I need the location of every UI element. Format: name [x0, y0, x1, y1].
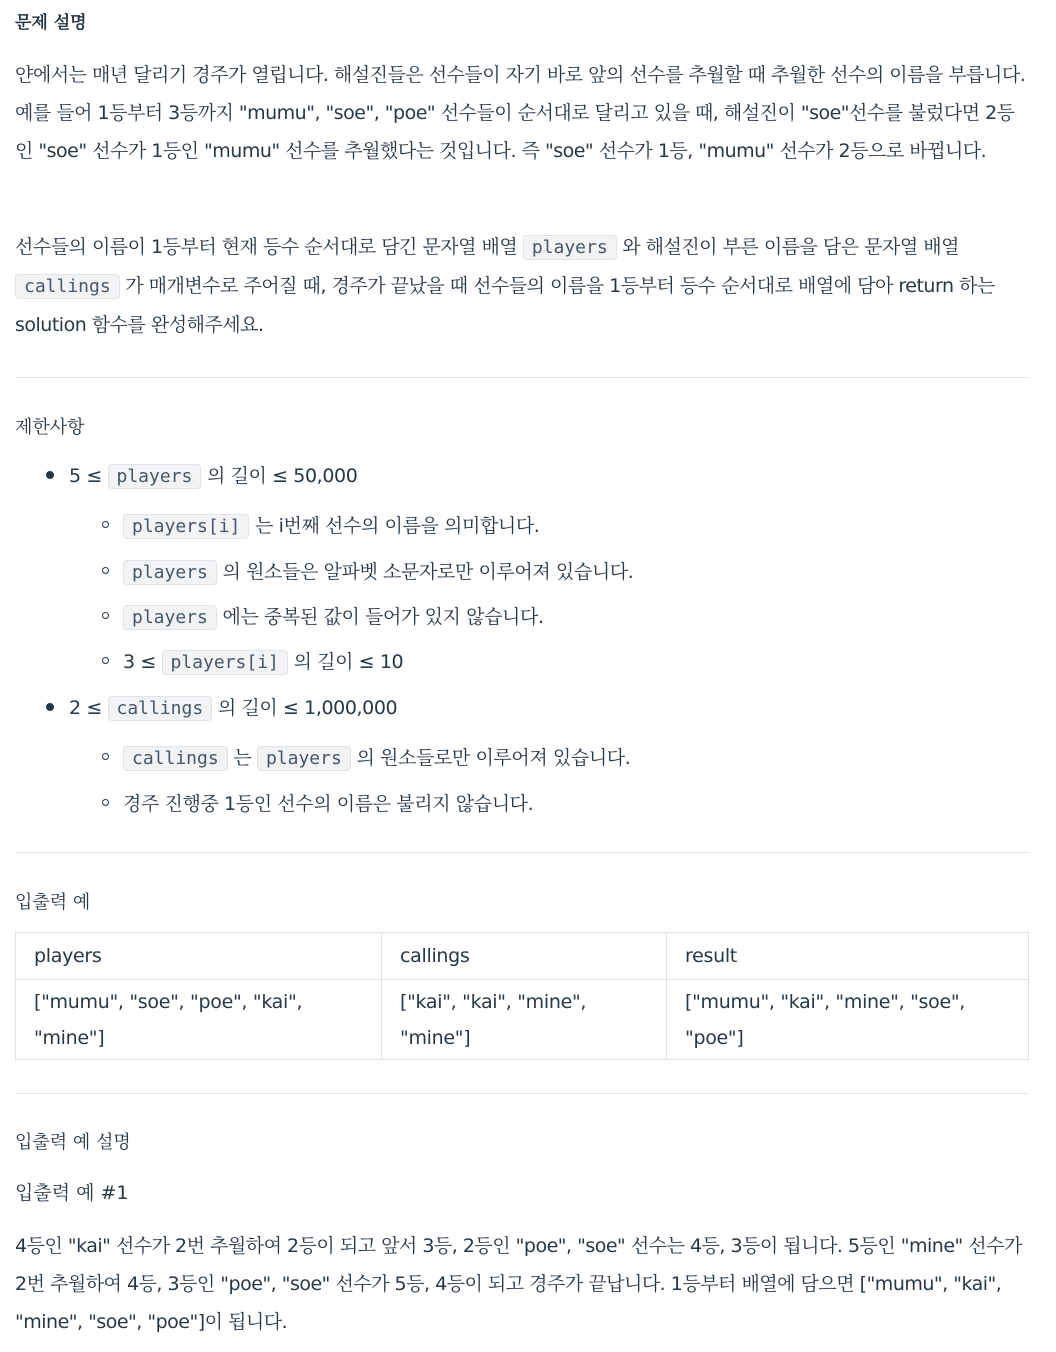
code-players: players [123, 605, 217, 630]
code-players: players [123, 560, 217, 585]
divider [15, 377, 1029, 378]
constraint-text: 경주 진행중 1등인 선수의 이름은 불리지 않습니다. [123, 793, 534, 815]
constraint-text: 의 원소들로만 이루어져 있습니다. [356, 747, 631, 769]
sub-bullet-icon [102, 799, 109, 806]
sub-bullet-icon [102, 612, 109, 619]
constraint-text: 5 ≤ [69, 465, 102, 487]
constraints-heading: 제한사항 [15, 417, 85, 438]
column-header-result: result [667, 933, 1029, 980]
constraint-text: 에는 중복된 값이 들어가 있지 않습니다. [222, 606, 544, 628]
divider [15, 852, 1029, 853]
code-players-i: players[i] [123, 514, 249, 539]
sub-bullet-icon [102, 567, 109, 574]
constraint-text: 는 i번째 선수의 이름을 의미합니다. [255, 515, 540, 537]
constraint-text: 는 [233, 747, 252, 769]
code-players: players [257, 746, 351, 771]
constraint-item [69, 461, 357, 488]
divider [15, 1093, 1029, 1094]
cell-line: "mine"] [400, 1027, 471, 1049]
intro-text-a: 선수들의 이름이 1등부터 현재 등수 순서대로 담긴 문자열 배열 [15, 236, 518, 258]
constraint-subitem [123, 511, 539, 538]
cell-line: ["mumu", "soe", "poe", "kai", [34, 991, 303, 1013]
table-header-row [16, 933, 1029, 980]
code-callings: callings [108, 696, 213, 721]
sub-bullet-icon [102, 521, 109, 528]
column-header-players: players [16, 933, 382, 980]
constraint-text: 의 길이 ≤ 10 [293, 651, 404, 673]
bullet-icon [46, 471, 54, 479]
cell-callings [382, 980, 667, 1060]
cell-line: ["kai", "kai", "mine", [400, 991, 587, 1013]
constraint-subitem [123, 557, 633, 584]
cell-line: "mine"] [34, 1027, 105, 1049]
constraint-subitem [123, 602, 544, 629]
constraint-subitem [123, 743, 630, 770]
constraint-text: 2 ≤ [69, 697, 102, 719]
constraint-item [69, 693, 397, 720]
constraint-text: 의 원소들은 알파벳 소문자로만 이루어져 있습니다. [222, 561, 634, 583]
sub-bullet-icon [102, 657, 109, 664]
page-title: 문제 설명 [15, 13, 87, 33]
cell-players [16, 980, 382, 1060]
intro-text-c: 가 매개변수로 주어질 때, 경주가 끝났을 때 선수들의 이름을 1등부터 등수 순서대로 배열에 담아 return 하는 solution 함수를 완성해주세요. [15, 275, 995, 336]
constraint-text: 의 길이 ≤ 1,000,000 [217, 697, 398, 719]
table-row [16, 980, 1029, 1060]
constraint-text: 의 길이 ≤ 50,000 [207, 465, 358, 487]
explanation-heading: 입출력 예 설명 [15, 1132, 131, 1153]
sub-bullet-icon [102, 753, 109, 760]
intro-paragraph-2 [15, 228, 1029, 344]
cell-line: ["mumu", "kai", "mine", "soe", [685, 991, 966, 1013]
code-callings: callings [15, 274, 120, 299]
cell-line: "poe"] [685, 1027, 744, 1049]
constraint-subitem [123, 647, 403, 674]
io-example-table [15, 932, 1029, 1060]
code-callings: callings [123, 746, 228, 771]
explanation-subheading: 입출력 예 #1 [15, 1182, 129, 1204]
bullet-icon [46, 703, 54, 711]
constraint-text: 3 ≤ [123, 651, 156, 673]
cell-result [667, 980, 1029, 1060]
io-example-heading: 입출력 예 [15, 892, 91, 913]
intro-text-b: 와 해설진이 부른 이름을 담은 문자열 배열 [622, 236, 959, 258]
code-players: players [108, 464, 202, 489]
column-header-callings: callings [382, 933, 667, 980]
code-players-i: players[i] [162, 650, 288, 675]
intro-paragraph-1: 얀에서는 매년 달리기 경주가 열립니다. 해설진들은 선수들이 자기 바로 앞의 선수를 추월할 때 추월한 선수의 이름을 부릅니다. 예를 들어 1등부터 3등까지 "mumu", "soe", "poe" 선수들이 순서대로 달리고 있을 때, 해설진이 "soe"선수를 불렀다면 2등인 "soe" 선수가 1등인 "mumu" 선수를 추월했다는 것입니다. 즉 "soe" 선수가 1등, "mumu" 선수가 2등으로 바뀝니다. [15, 64, 1026, 162]
explanation-paragraph: 4등인 "kai" 선수가 2번 추월하여 2등이 되고 앞서 3등, 2등인 "poe", "soe" 선수는 4등, 3등이 됩니다. 5등인 "mine" 선수가 2번 추월하여 4등, 3등인 "poe", "soe" 선수가 5등, 4등이 되고 경주가 끝납니다. 1등부터 배열에 담으면 ["mumu", "kai", "mine", "soe", "poe"]이 됩니다. [15, 1235, 1022, 1333]
constraint-subitem [123, 789, 533, 816]
code-players: players [523, 235, 617, 260]
